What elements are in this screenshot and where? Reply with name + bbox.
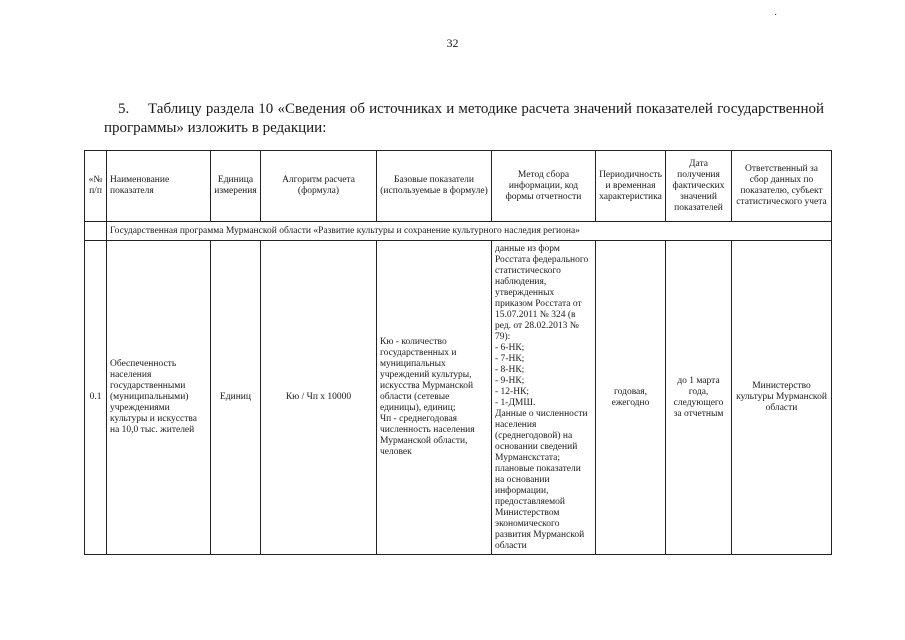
header-responsible: Ответственный за сбор данных по показателю, субъект статистического учета [732,151,832,222]
header-method: Метод сбора информации, код формы отчетности [492,151,596,222]
table-row [85,241,832,555]
page-number: 32 [446,36,459,50]
program-row-num [85,222,107,241]
header-date: Дата получения фактических значений показателей [666,151,732,222]
row-periodicity: годовая, ежегодно [596,241,666,555]
method-line-5: - 9-НК; [495,376,525,386]
row-base [377,241,492,555]
intro-text: Таблицу раздела 10 «Сведения об источниках и методике расчета значений показателей государственной программы» изложить в редакции: [104,101,824,136]
header-unit: Единица измерения [211,151,261,222]
header-base: Базовые показатели (используемые в формуле) [377,151,492,222]
method-line-8: Данные о численности населения (среднегодовой) на основании сведений Мурманскстата; плановые показатели на основании информации, предоставляемой Министерством экономического развития Мурманской области [495,409,588,551]
row-num: 0.1 [85,241,107,555]
row-responsible: Министерство культуры Мурманской области [732,241,832,555]
method-line-6: - 12-НК; [495,387,530,397]
header-formula: Алгоритм расчета (формула) [261,151,377,222]
intro-paragraph [104,100,824,138]
intro-number: 5. [118,101,130,117]
method-line-4: - 8-НК; [495,365,525,375]
method-line-7: - 1-ДМШ. [495,398,536,408]
header-name: Наименование показателя [107,151,211,222]
base-line-2: Чп - среднегодовая численность населения Мурманской области, человек [380,414,475,457]
row-date: до 1 марта года, следующего за отчетным [666,241,732,555]
row-name: Обеспеченность населения государственными (муниципальными) учреждениями культуры и искусства на 10,0 тыс. жителей [107,241,211,555]
row-method [492,241,596,555]
base-line-1: Кю - количество государственных и муниципальных учреждений культуры, искусства Мурманской области (сетевые единицы), единиц; [380,337,474,413]
corner-mark: · [774,10,778,21]
method-line-3: - 7-НК; [495,354,525,364]
program-row-title: Государственная программа Мурманской области «Развитие культуры и сохранение культурного наследия региона» [107,222,832,241]
header-periodicity: Периодичность и временная характеристика [596,151,666,222]
indicators-table [84,150,832,555]
row-unit: Единиц [211,241,261,555]
row-formula: Кю / Чп х 10000 [261,241,377,555]
header-num: «№ п/п [85,151,107,222]
table-header-row [85,151,832,222]
method-line-1: данные из форм Росстата федерального статистического наблюдения, утвержденных приказом Росстата от 15.07.2011 № 324 (в ред. от 28.02.2013 № 79): [495,244,589,342]
program-row [85,222,832,241]
method-line-2: - 6-НК; [495,343,525,353]
